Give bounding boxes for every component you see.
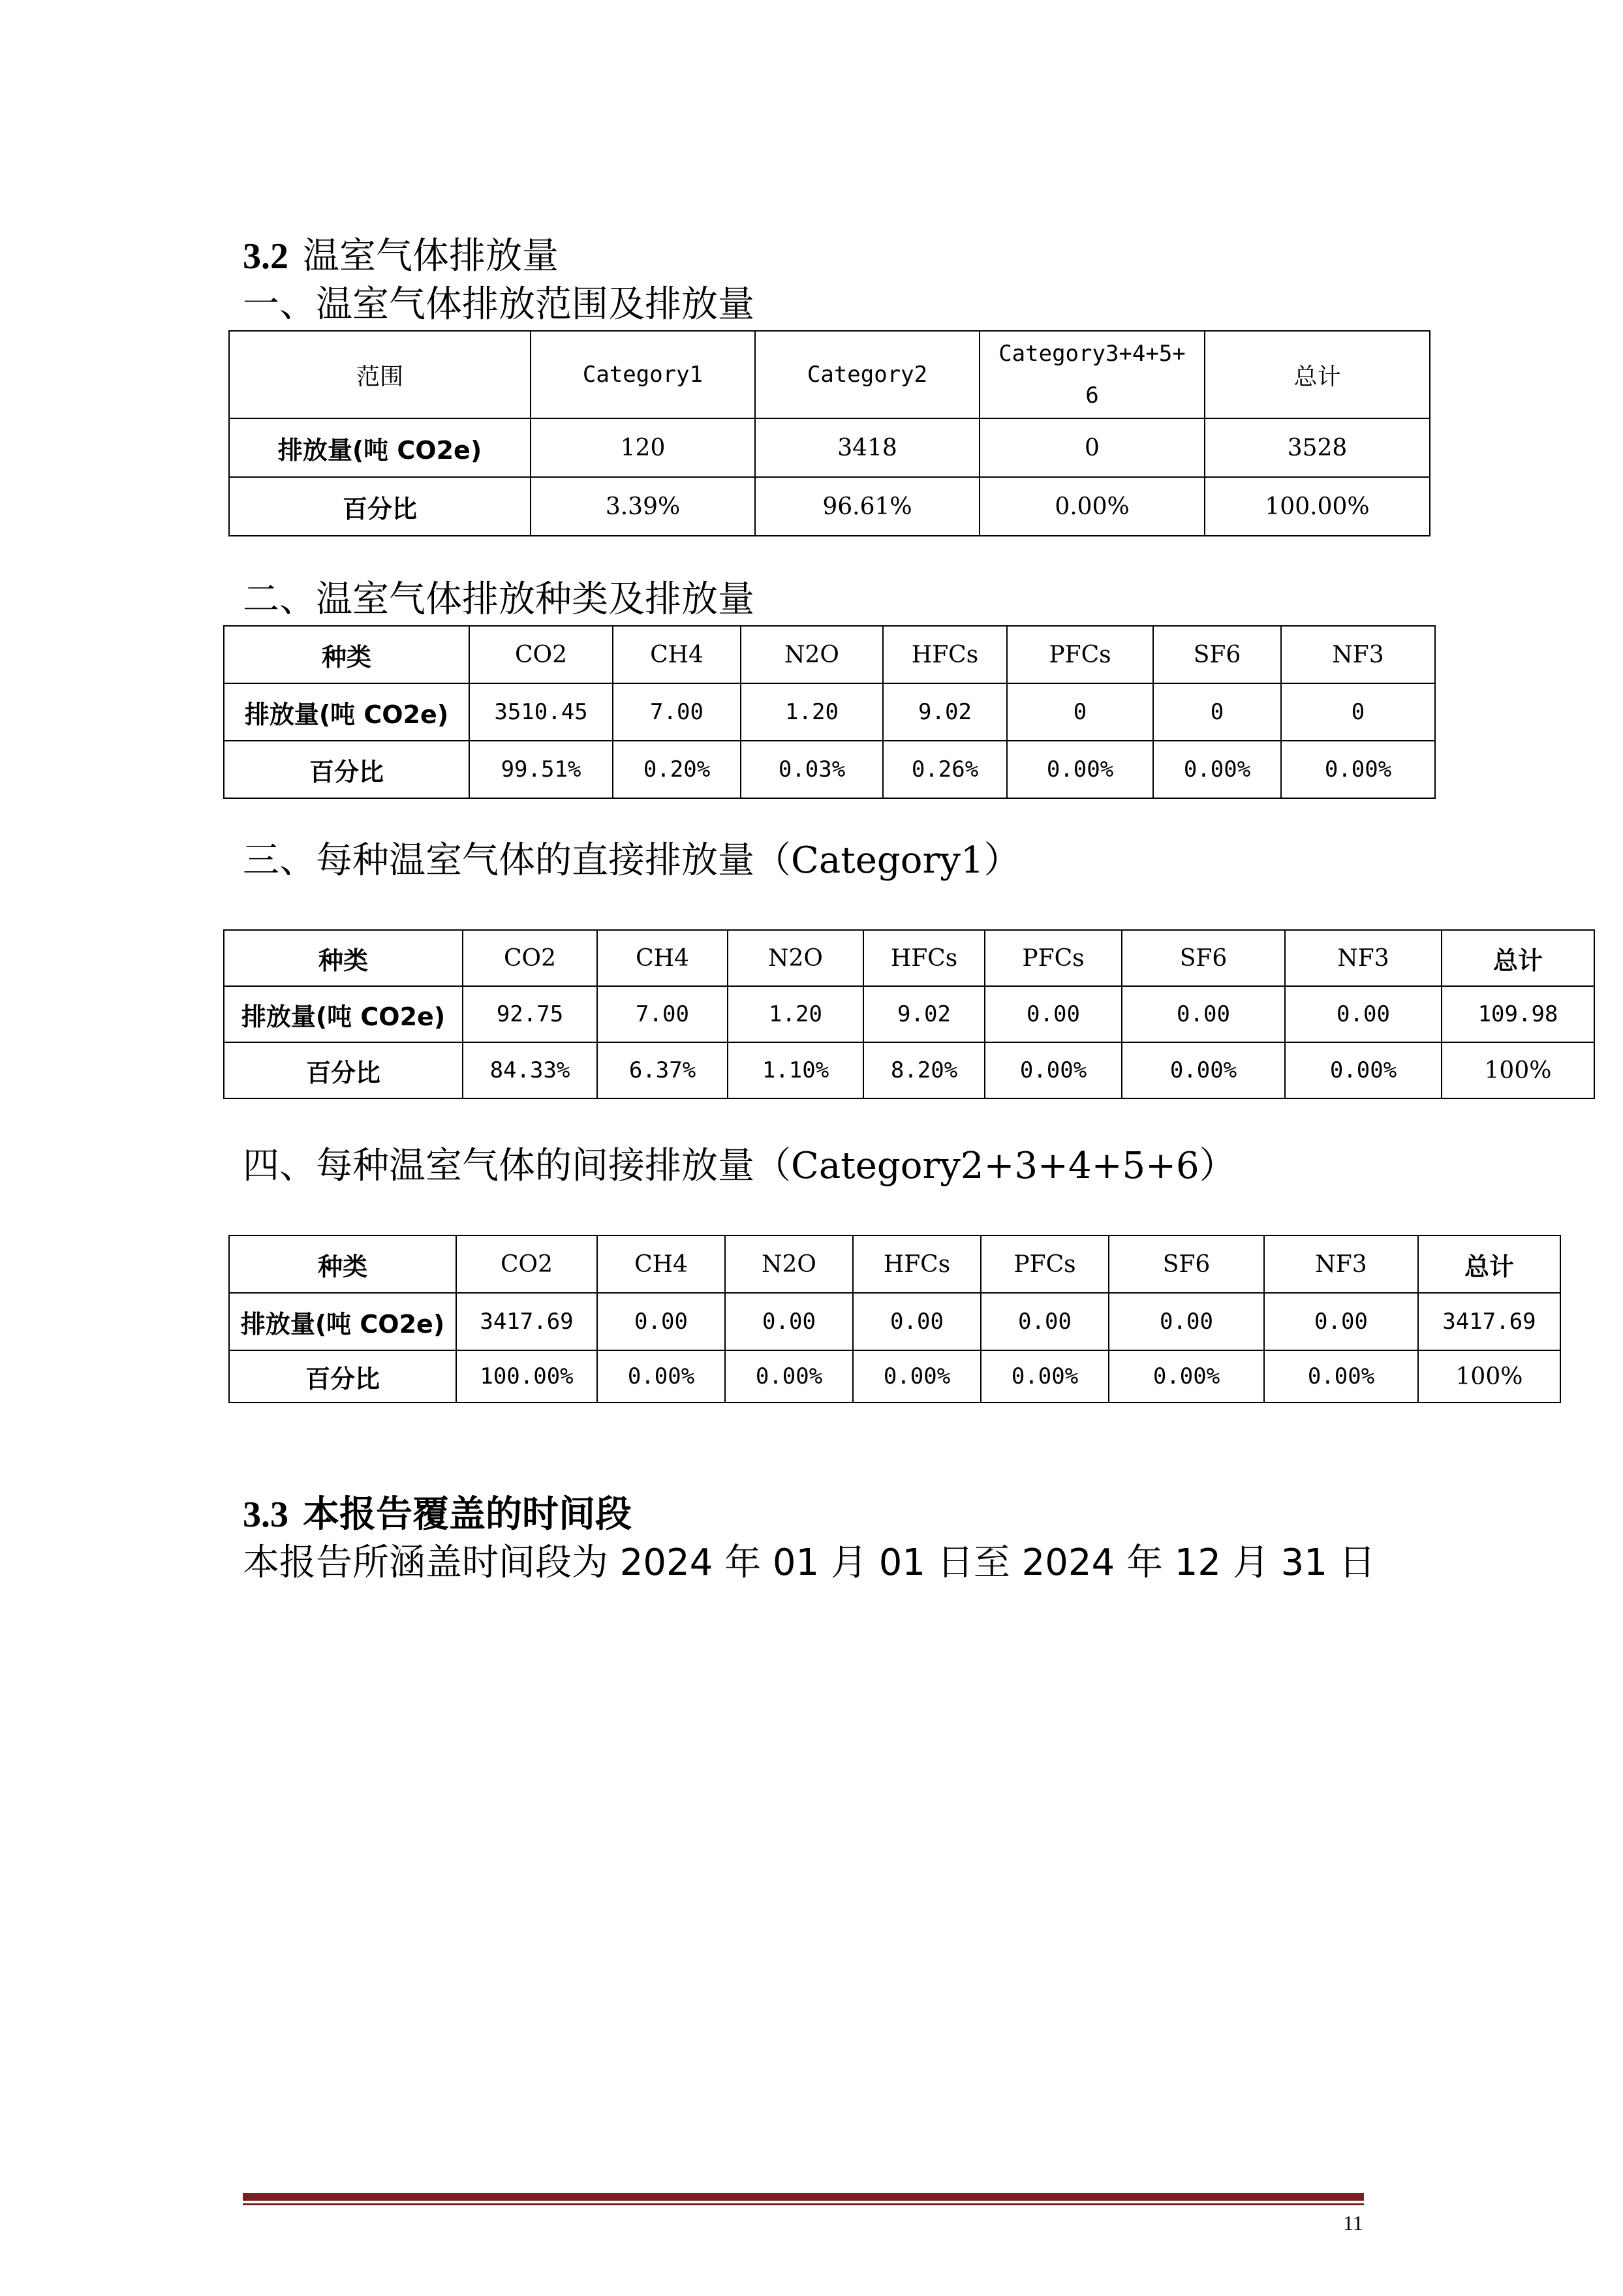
table-row [229,1350,1560,1403]
header-cell: NF3 [1285,930,1442,986]
header-cell: SF6 [1153,626,1281,683]
table-cell: 100% [1418,1350,1560,1403]
table-cell: 7.00 [597,986,728,1042]
table-row [229,1293,1560,1350]
table-cell: 9.02 [883,683,1007,741]
section-number: 3.2 [243,236,288,277]
table-cell: 96.61% [755,477,980,536]
table-cell: 0.00 [1122,986,1285,1042]
table2-heading: 二、温室气体排放种类及排放量 [243,578,754,621]
header-cell: HFCs [853,1235,981,1293]
table-cell: 0.00% [981,1350,1109,1403]
section-heading-3-2 [243,234,559,279]
table-row [229,477,1430,536]
header-cell: 范围 [229,331,531,418]
table-cell: 100.00% [1205,477,1430,536]
table-row [224,683,1435,741]
table-header-row [224,626,1435,683]
table-cell: 0.00% [853,1350,981,1403]
header-cell: HFCs [883,626,1007,683]
table-cell: 0.00 [1109,1293,1264,1350]
direct-emission-table [223,929,1595,1099]
header-cell: CO2 [469,626,613,683]
table-cell: 0.00% [725,1350,853,1403]
section-heading-3-3 [243,1492,632,1538]
table-cell: 3.39% [531,477,755,536]
row-label: 百分比 [224,741,469,798]
table-cell: 3418 [755,418,980,477]
row-label: 排放量(吨 CO2e) [229,1293,456,1350]
table-cell: 120 [531,418,755,477]
table-cell: 3528 [1205,418,1430,477]
header-cell: N2O [741,626,883,683]
table-cell: 0.00% [985,1042,1122,1098]
table-cell: 92.75 [463,986,597,1042]
table-cell: 0.00% [1122,1042,1285,1098]
table-cell: 0.00 [981,1293,1109,1350]
row-label: 百分比 [229,477,531,536]
table-cell: 0.26% [883,741,1007,798]
table3-heading: 三、每种温室气体的直接排放量（Category1） [243,839,1021,882]
table-cell: 1.20 [728,986,863,1042]
header-cell: HFCs [863,930,985,986]
table-cell: 0 [1007,683,1153,741]
row-label: 排放量(吨 CO2e) [229,418,531,477]
table-row [229,418,1430,477]
table-cell: 0.00 [1264,1293,1418,1350]
header-cell: N2O [725,1235,853,1293]
table-cell: 109.98 [1442,986,1594,1042]
header-cell: Category1 [531,331,755,418]
table-cell: 100.00% [456,1350,597,1403]
time-period-text: 本报告所涵盖时间段为 2024 年 01 月 01 日至 2024 年 12 月 31 日 [243,1542,1376,1584]
table-cell: 0.00 [1285,986,1442,1042]
table-cell: 84.33% [463,1042,597,1098]
section-title: 温室气体排放量 [303,235,559,277]
table-cell: 7.00 [613,683,741,741]
table-cell: 8.20% [863,1042,985,1098]
section-number: 3.3 [243,1495,288,1535]
header-cell: 种类 [224,626,469,683]
table-header-row [224,930,1594,986]
table-cell: 100% [1442,1042,1594,1098]
header-cell: Category3+4+5+6 [980,331,1205,418]
header-cell: 种类 [224,930,463,986]
row-label: 排放量(吨 CO2e) [224,683,469,741]
table-cell: 1.20 [741,683,883,741]
row-label: 排放量(吨 CO2e) [224,986,463,1042]
table-cell: 0 [1153,683,1281,741]
table-cell: 0.00% [1264,1350,1418,1403]
header-cell: NF3 [1281,626,1435,683]
table-cell: 0.00% [597,1350,725,1403]
header-cell: 总计 [1205,331,1430,418]
header-cell: CH4 [597,1235,725,1293]
header-cell: 总计 [1442,930,1594,986]
table-cell: 1.10% [728,1042,863,1098]
header-cell: CH4 [597,930,728,986]
table-row [224,741,1435,798]
header-cell: N2O [728,930,863,986]
row-label: 百分比 [224,1042,463,1098]
table-cell: 3417.69 [1418,1293,1560,1350]
table-cell: 0.03% [741,741,883,798]
table-cell: 3417.69 [456,1293,597,1350]
table-cell: 0.00 [597,1293,725,1350]
header-cell: 种类 [229,1235,456,1293]
table-cell: 0 [980,418,1205,477]
table-cell: 0.00 [985,986,1122,1042]
header-cell: CO2 [463,930,597,986]
header-cell: Category2 [755,331,980,418]
table-header-row [229,331,1430,418]
table-cell: 0.00% [1153,741,1281,798]
header-cell: PFCs [985,930,1122,986]
table-cell: 99.51% [469,741,613,798]
header-cell: 总计 [1418,1235,1560,1293]
section-title: 本报告覆盖的时间段 [303,1493,632,1536]
row-label: 百分比 [229,1350,456,1403]
footer-rule [243,2193,1364,2201]
table-cell: 0.00% [1285,1042,1442,1098]
table-cell: 9.02 [863,986,985,1042]
table-cell: 0.00% [1281,741,1435,798]
header-cell: PFCs [1007,626,1153,683]
table-cell: 3510.45 [469,683,613,741]
header-cell: SF6 [1109,1235,1264,1293]
footer-rule-thin [243,2203,1364,2205]
table-row [224,1042,1594,1098]
table-cell: 0.00 [853,1293,981,1350]
emission-scope-table [228,330,1430,536]
emission-type-table [223,625,1436,799]
table-header-row [229,1235,1560,1293]
table1-heading: 一、温室气体排放范围及排放量 [243,283,754,326]
table-cell: 0.00% [1007,741,1153,798]
header-cell: CO2 [456,1235,597,1293]
table4-heading: 四、每种温室气体的间接排放量（Category2+3+4+5+6） [243,1145,1236,1187]
table-cell: 0.00% [980,477,1205,536]
header-cell: PFCs [981,1235,1109,1293]
table-cell: 0.00% [1109,1350,1264,1403]
header-cell: CH4 [613,626,741,683]
table-cell: 0.20% [613,741,741,798]
page-number: 11 [1343,2211,1363,2235]
table-cell: 6.37% [597,1042,728,1098]
header-cell: NF3 [1264,1235,1418,1293]
indirect-emission-table [228,1235,1561,1403]
table-cell: 0.00 [725,1293,853,1350]
table-row [224,986,1594,1042]
table-cell: 0 [1281,683,1435,741]
header-cell: SF6 [1122,930,1285,986]
